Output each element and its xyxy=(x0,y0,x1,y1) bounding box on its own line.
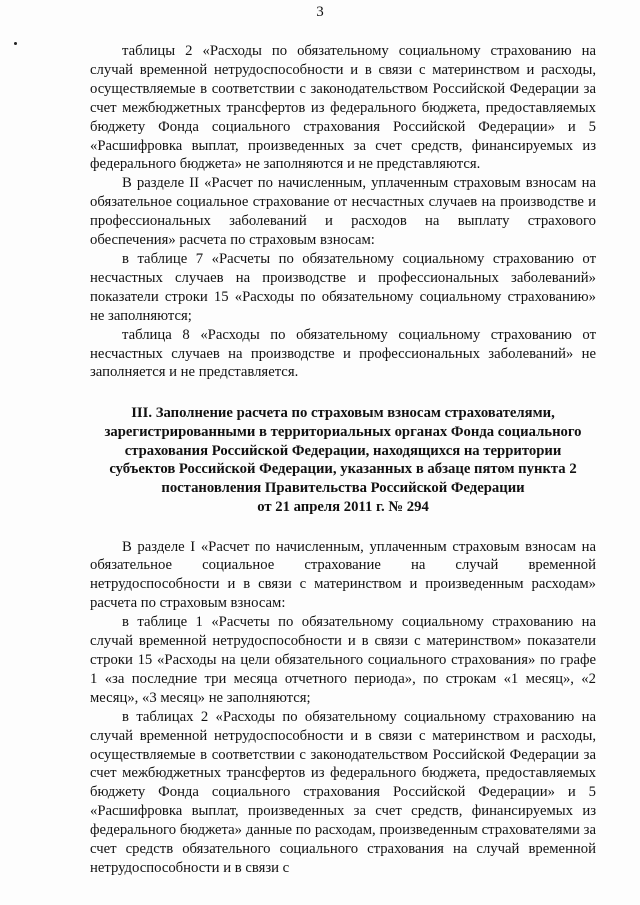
paragraph-bottom-3: в таблицах 2 «Расходы по обязательному социальному страхованию на случай временной нетрудоспособности и в связи с материнством и расходы, осуществляемые в соответствии с законодательством Российской Федерации за счет межбюджетных трансфертов из федерального бюджета, предоставляемых бюджету Фонда социального страхования Российской Федерации» и 5 «Расшифровка выплат, произведенных за счет средств, финансируемых из федерального бюджета» данные по расходам, произведенным страхователями за счет средств обязательного социального страхования на случай временной нетрудоспособности и в связи с xyxy=(90,708,596,876)
paragraph-top-4: таблица 8 «Расходы по обязательному социальному страхованию от несчастных случаев на производстве и профессиональных заболеваний» не заполняется и не представляется. xyxy=(90,326,596,381)
section-heading xyxy=(90,404,596,516)
paragraph-top-1: таблицы 2 «Расходы по обязательному социальному страхованию на случай временной нетрудоспособности и в связи с материнством и расходы, осуществляемые в соответствии с законодательством Российской Федерации за счет межбюджетных трансфертов из федерального бюджета, предоставляемых бюджету Фонда социального страхования Российской Федерации» и 5 «Расшифровка выплат, произведенных за счет средств, финансируемых из федерального бюджета» не заполняются и не представляются. xyxy=(90,43,596,173)
section-heading-line: зарегистрированными в территориальных органах Фонда социального xyxy=(104,424,582,441)
section-heading-line: от 21 апреля 2011 г. № 294 xyxy=(257,498,429,515)
document-body xyxy=(90,42,596,878)
section-heading-line: страхования Российской Федерации, находящихся на территории xyxy=(124,442,562,459)
page-number: 3 xyxy=(316,4,324,20)
section-heading-line: постановления Правительства Российской Федерации xyxy=(161,480,525,497)
scan-speck xyxy=(14,42,17,45)
section-heading-line: субъектов Российской Федерации, указанных в абзаце пятом пункта 2 xyxy=(109,461,577,478)
paragraph-top-3: в таблице 7 «Расчеты по обязательному социальному страхованию от несчастных случаев на производстве и профессиональных заболеваний» показатели строки 15 «Расходы по обязательному социальному страхованию» не заполняются; xyxy=(90,250,596,324)
paragraph-top-2: В разделе II «Расчет по начисленным, уплаченным страховым взносам на обязательное социальное страхование от несчастных случаев на производстве и профессиональных заболеваний и расходов на выплату страхового обеспечения» расчета по страховым взносам: xyxy=(90,175,596,249)
section-heading-line: III. Заполнение расчета по страховым взносам страхователями, xyxy=(131,405,555,422)
paragraph-bottom-2: в таблице 1 «Расчеты по обязательному социальному страхованию на случай временной нетрудоспособности и в связи с материнством» показатели строки 15 «Расходы на цели обязательного социального страхования» по графе 1 «за последние три месяца отчетного периода», по строкам «1 месяц», «2 месяц», «3 месяц» не заполняются; xyxy=(90,614,596,706)
paragraph-bottom-1: В разделе I «Расчет по начисленным, уплаченным страховым взносам на обязательное социальное страхование на случай временной нетрудоспособности и в связи с материнством и произведенным расходам» расчета по страховым взносам: xyxy=(90,538,596,612)
